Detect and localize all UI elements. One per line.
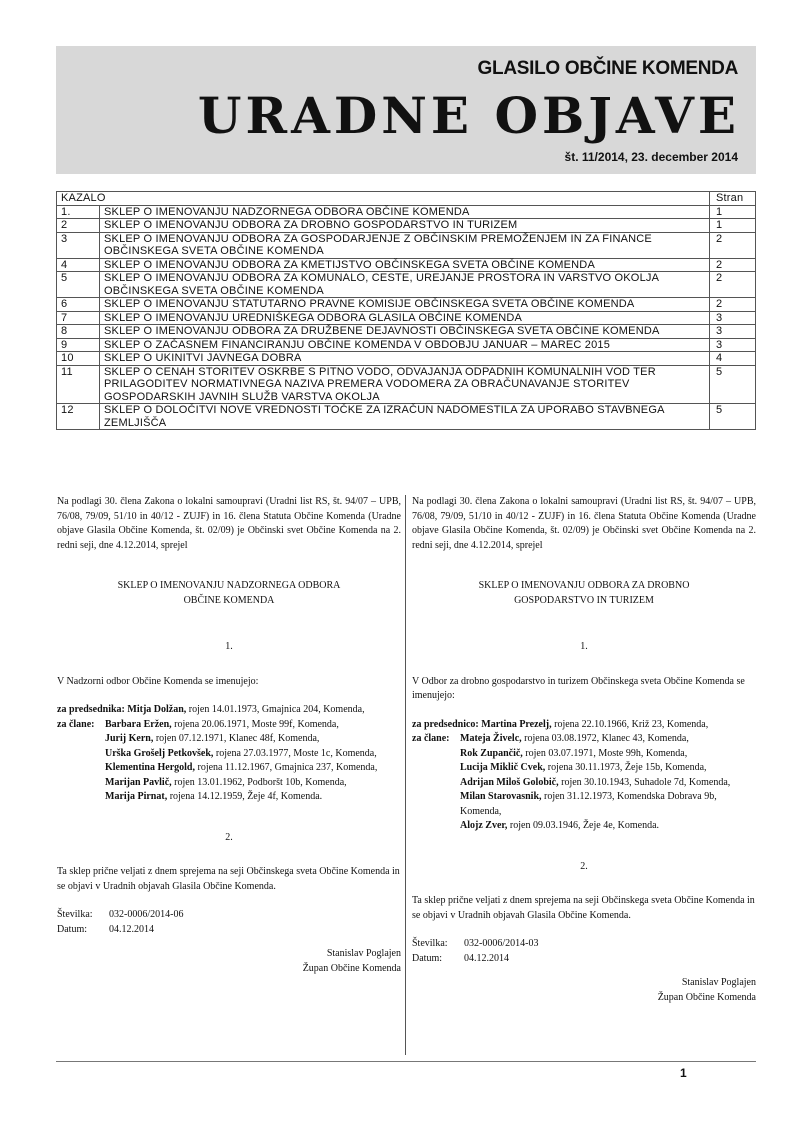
left-heading-line-1: SKLEP O IMENOVANJU NADZORNEGA ODBORA: [117, 580, 341, 591]
member-entry: [460, 819, 756, 834]
member-entry: [105, 790, 401, 805]
member-details: rojen 13.01.1962, Podboršt 10b, Komenda,: [171, 776, 347, 788]
toc-row-page: 3: [710, 338, 756, 352]
toc-row-title: SKLEP O IMENOVANJU ODBORA ZA KMETIJSTVO OBČINSKEGA SVETA OBČINE KOMENDA: [100, 258, 710, 272]
toc-row: [57, 298, 756, 312]
left-members-label: za člane:: [57, 718, 95, 730]
table-of-contents: [56, 191, 756, 430]
member-entry: [460, 776, 756, 791]
left-signer-title: Župan Občine Komenda: [302, 962, 401, 974]
member-details: rojen 30.10.1943, Suhadole 7d, Komenda,: [558, 776, 731, 788]
toc-row: [57, 365, 756, 404]
member-entry: [105, 776, 401, 791]
member-details: rojen 31.12.1973, Komendska Dobrava 9b, Komenda,: [460, 791, 717, 817]
toc-row-page: 2: [710, 258, 756, 272]
member-name: Jurij Kern,: [105, 733, 154, 744]
member-entry: [460, 732, 756, 747]
left-date-value: 04.12.2014: [109, 923, 154, 935]
toc-row-title: SKLEP O ZAČASNEM FINANCIRANJU OBČINE KOMENDA V OBDOBJU JANUAR – MAREC 2015: [100, 338, 710, 352]
toc-row-title: SKLEP O IMENOVANJU STATUTARNO PRAVNE KOMISIJE OBČINSKEGA SVETA OBČINE KOMENDA: [100, 298, 710, 312]
toc-row-number: 7: [57, 311, 100, 325]
footer-rule: [56, 1061, 756, 1062]
document-title: URADNE OBJAVE: [197, 86, 740, 145]
left-chair: [57, 703, 401, 718]
masthead: [56, 46, 756, 174]
toc-row: [57, 311, 756, 325]
right-chair-name: Martina Prezelj,: [481, 718, 552, 730]
toc-row-number: 6: [57, 298, 100, 312]
column-divider: [405, 495, 406, 1055]
toc-row-number: 2: [57, 219, 100, 233]
member-name: Alojz Zver,: [460, 820, 508, 831]
right-number-label: Številka:: [412, 938, 448, 949]
member-details: rojen 03.07.1971, Moste 99h, Komenda,: [522, 747, 688, 759]
toc-header-row: [57, 192, 756, 206]
left-chair-name: Mitja Dolžan,: [127, 704, 187, 715]
left-signer: Stanislav Poglajen: [326, 948, 401, 959]
right-members: [412, 732, 756, 834]
toc-row-page: 5: [710, 365, 756, 404]
right-members-label: za člane:: [412, 733, 450, 744]
toc-row: [57, 338, 756, 352]
toc-row-title: SKLEP O IMENOVANJU ODBORA ZA GOSPODARJENJE Z OBČINSKIM PREMOŽENJEM IN ZA FINANCE OBČINSKEGA SVETA OBČINE KOMENDA: [100, 232, 710, 258]
left-article-1-number: 1.: [225, 641, 233, 652]
member-details: rojena 03.08.1972, Klanec 43, Komenda,: [521, 733, 689, 744]
left-number-label: Številka:: [57, 909, 93, 920]
toc-row-page: 3: [710, 311, 756, 325]
left-heading-line-2: OBČINE KOMENDA: [183, 594, 275, 606]
member-entry: [105, 718, 401, 733]
toc-row-number: 1.: [57, 205, 100, 219]
left-closing: Ta sklep prične veljati z dnem sprejema na seji Občinskega sveta Občine Komenda in se objavi v Uradnih objavah Glasila Občine Komenda.: [57, 866, 400, 892]
toc-row-page: 2: [710, 232, 756, 258]
toc-row-page: 4: [710, 352, 756, 366]
member-name: Urška Grošelj Petkovšek,: [105, 747, 214, 759]
right-article-2-number: 2.: [580, 860, 588, 872]
member-name: Mateja Živelc,: [460, 733, 522, 744]
right-heading-line-2: GOSPODARSTVO IN TURIZEM: [514, 594, 654, 606]
member-entry: [105, 732, 401, 747]
toc-row-number: 10: [57, 352, 100, 366]
member-name: Milan Starovasnik,: [460, 791, 542, 802]
publication-name: GLASILO OBČINE KOMENDA: [477, 58, 738, 79]
toc-row-title: SKLEP O IMENOVANJU ODBORA ZA DROBNO GOSPODARSTVO IN TURIZEM: [100, 219, 710, 233]
right-members-list: [460, 732, 756, 834]
toc-row: [57, 219, 756, 233]
toc-row: [57, 258, 756, 272]
toc-row-number: 9: [57, 338, 100, 352]
right-chair-label: za predsednico:: [412, 718, 479, 730]
member-name: Marija Pirnat,: [105, 791, 168, 802]
toc-row: [57, 272, 756, 298]
member-details: rojena 27.03.1977, Moste 1c, Komenda,: [213, 747, 377, 759]
issue-info: št. 11/2014, 23. december 2014: [564, 150, 738, 164]
toc-row-page: 5: [710, 404, 756, 430]
left-members: [57, 718, 401, 805]
member-details: rojena 30.11.1973, Žeje 15b, Komenda,: [545, 762, 707, 773]
toc-row-number: 4: [57, 258, 100, 272]
toc-row: [57, 404, 756, 430]
toc-row: [57, 205, 756, 219]
member-details: rojena 11.12.1967, Gmajnica 237, Komenda,: [195, 762, 378, 773]
member-name: Marijan Pavlič,: [105, 776, 172, 788]
member-entry: [105, 761, 401, 776]
member-name: Klementina Hergold,: [105, 762, 195, 773]
right-date-label: Datum:: [412, 952, 442, 964]
right-article-1-number: 1.: [580, 641, 588, 652]
toc-row-page: 2: [710, 298, 756, 312]
member-entry: [460, 747, 756, 762]
page-number: 1: [680, 1066, 687, 1080]
toc-row-title: SKLEP O IMENOVANJU NADZORNEGA ODBORA OBČINE KOMENDA: [100, 205, 710, 219]
toc-row-page: 1: [710, 219, 756, 233]
right-chair: [412, 718, 756, 733]
toc-row-page: 3: [710, 325, 756, 339]
toc-row-page: 1: [710, 205, 756, 219]
right-article-1-text: V Odbor za drobno gospodarstvo in turizem Občinskega sveta Občine Komenda se imenujejo:: [412, 675, 745, 701]
toc-row-number: 12: [57, 404, 100, 430]
left-number-value: 032-0006/2014-06: [109, 909, 184, 920]
toc-row-title: SKLEP O DOLOČITVI NOVE VREDNOSTI TOČKE ZA IZRAČUN NADOMESTILA ZA UPORABO STAVBNEGA ZEMLJIŠČA: [100, 404, 710, 430]
right-signer: Stanislav Poglajen: [681, 977, 756, 988]
left-chair-details: rojen 14.01.1973, Gmajnica 204, Komenda,: [186, 704, 365, 715]
toc-row-title: SKLEP O IMENOVANJU ODBORA ZA DRUŽBENE DEJAVNOSTI OBČINSKEGA SVETA OBČINE KOMENDA: [100, 325, 710, 339]
left-intro: Na podlagi 30. člena Zakona o lokalni samoupravi (Uradni list RS, št. 94/07 – UPB, 76/08, 79/09, 51/10 in 40/12 - ZUJF) in 16. člena Statuta Občine Komenda (Uradne objave Glasila Občine Komenda, št. 02/09) je Občinski svet Občine Komenda na 2. redni seji, dne 4.12.2014, sprejel: [57, 496, 401, 551]
right-number-value: 032-0006/2014-03: [464, 938, 539, 949]
member-entry: [460, 790, 756, 819]
right-chair-details: rojena 22.10.1966, Križ 23, Komenda,: [551, 718, 709, 730]
left-signature: [57, 947, 401, 976]
left-members-list: [105, 718, 401, 805]
right-column: [412, 495, 756, 1005]
toc-row-title: SKLEP O UKINITVI JAVNEGA DOBRA: [100, 352, 710, 366]
right-heading: [412, 579, 756, 608]
member-name: Rok Zupančič,: [460, 747, 523, 759]
left-date-label: Datum:: [57, 923, 87, 935]
right-signer-title: Župan Občine Komenda: [657, 991, 756, 1003]
toc-header-page: Stran: [710, 192, 756, 206]
toc-row-page: 2: [710, 272, 756, 298]
member-name: Barbara Eržen,: [105, 718, 172, 730]
member-entry: [460, 761, 756, 776]
right-closing: Ta sklep prične veljati z dnem sprejema na seji Občinskega sveta Občine Komenda in se objavi v Uradnih objavah Glasila Občine Komenda.: [412, 895, 755, 921]
left-reference: [57, 908, 401, 937]
toc-row-title: SKLEP O IMENOVANJU ODBORA ZA KOMUNALO, CESTE, UREJANJE PROSTORA IN VARSTVO OKOLJA OBČINSKEGA SVETA OBČINE KOMENDA: [100, 272, 710, 298]
member-details: rojena 20.06.1971, Moste 99f, Komenda,: [171, 718, 339, 730]
toc-row: [57, 232, 756, 258]
member-name: Adrijan Miloš Golobič,: [460, 776, 559, 788]
right-reference: [412, 937, 756, 966]
toc-row: [57, 352, 756, 366]
toc-row-number: 11: [57, 365, 100, 404]
right-signature: [412, 976, 756, 1005]
toc-row-title: SKLEP O IMENOVANJU UREDNIŠKEGA ODBORA GLASILA OBČINE KOMENDA: [100, 311, 710, 325]
member-details: rojen 07.12.1971, Klanec 48f, Komenda,: [153, 733, 320, 744]
right-intro: Na podlagi 30. člena Zakona o lokalni samoupravi (Uradni list RS, št. 94/07 – UPB, 76/08, 79/09, 51/10 in 40/12 - ZUJF) in 16. člena Statuta Občine Komenda (Uradne objave Glasila Občine Komenda, št. 02/09) je Občinski svet Občine Komenda na 2. redni seji, dne 4.12.2014, sprejel: [412, 496, 756, 551]
left-column: [57, 495, 401, 976]
toc-row-number: 8: [57, 325, 100, 339]
toc-header-label: KAZALO: [57, 192, 710, 206]
right-date-value: 04.12.2014: [464, 952, 509, 964]
left-heading: [57, 579, 401, 608]
toc-row-title: SKLEP O CENAH STORITEV OSKRBE S PITNO VODO, ODVAJANJA ODPADNIH KOMUNALNIH VOD TER PRILAGODITEV NORMATIVNEGA NAZIVA PREMERA VODOMERA ZA OBRAČUNAVANJE STORITEV GOSPODARSKIH JAVNIH SLUŽB VARSTVA OKOLJA: [100, 365, 710, 404]
member-details: rojen 09.03.1946, Žeje 4e, Komenda.: [507, 820, 660, 831]
right-heading-line-1: SKLEP O IMENOVANJU ODBORA ZA DROBNO: [478, 580, 690, 591]
left-chair-label: za predsednika:: [57, 704, 125, 715]
toc-row: [57, 325, 756, 339]
toc-row-number: 5: [57, 272, 100, 298]
member-entry: [105, 747, 401, 762]
member-name: Lucija Miklič Cvek,: [460, 762, 546, 773]
member-details: rojena 14.12.1959, Žeje 4f, Komenda.: [167, 791, 323, 802]
toc-row-number: 3: [57, 232, 100, 258]
left-article-2-number: 2.: [225, 831, 233, 843]
left-article-1-text: V Nadzorni odbor Občine Komenda se imenujejo:: [57, 675, 259, 687]
